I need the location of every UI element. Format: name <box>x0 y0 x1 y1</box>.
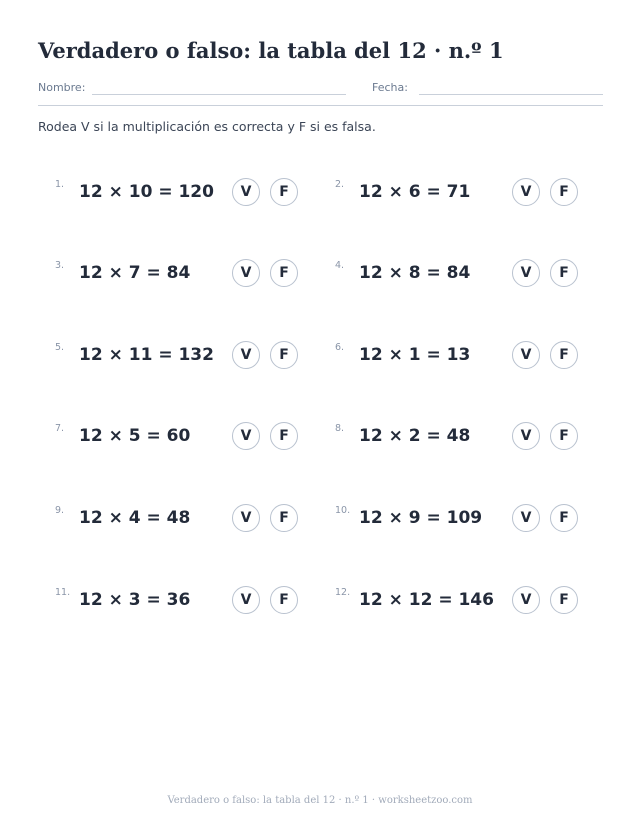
false-option[interactable]: F <box>270 422 298 450</box>
problem-expression: 12 × 2 = 48 <box>359 426 471 446</box>
problem-item <box>55 586 315 616</box>
problem-item <box>335 259 595 289</box>
problem-expression: 12 × 6 = 71 <box>359 182 471 202</box>
problem-expression: 12 × 3 = 36 <box>79 590 191 610</box>
true-option[interactable]: V <box>232 178 260 206</box>
worksheet-title: Verdadero o falso: la tabla del 12 · n.º 1 <box>38 38 504 63</box>
false-option[interactable]: F <box>550 504 578 532</box>
false-option[interactable]: F <box>270 504 298 532</box>
false-option[interactable]: F <box>270 259 298 287</box>
problem-expression: 12 × 8 = 84 <box>359 263 471 283</box>
problem-number: 3. <box>55 260 65 271</box>
true-option[interactable]: V <box>512 586 540 614</box>
problem-item <box>335 341 595 371</box>
problem-number: 5. <box>55 342 65 353</box>
true-option[interactable]: V <box>232 586 260 614</box>
false-option[interactable]: F <box>550 341 578 369</box>
true-option[interactable]: V <box>512 259 540 287</box>
problem-number: 2. <box>335 179 345 190</box>
problem-expression: 12 × 10 = 120 <box>79 182 214 202</box>
false-option[interactable]: F <box>270 178 298 206</box>
problem-item <box>335 586 595 616</box>
problem-item <box>335 178 595 208</box>
false-option[interactable]: F <box>550 259 578 287</box>
false-option[interactable]: F <box>550 178 578 206</box>
problem-number: 10. <box>335 505 351 516</box>
problem-number: 9. <box>55 505 65 516</box>
problem-item <box>55 422 315 452</box>
instructions: Rodea V si la multiplicación es correcta y F si es falsa. <box>38 119 376 134</box>
problem-item <box>55 504 315 534</box>
name-field[interactable] <box>92 94 346 95</box>
problem-expression: 12 × 1 = 13 <box>359 345 471 365</box>
problem-item <box>335 504 595 534</box>
problem-expression: 12 × 9 = 109 <box>359 508 483 528</box>
footer-credit: Verdadero o falso: la tabla del 12 · n.º 1 · worksheetzoo.com <box>167 795 473 806</box>
problem-number: 7. <box>55 423 65 434</box>
problem-item <box>55 341 315 371</box>
header-divider <box>38 105 603 106</box>
true-option[interactable]: V <box>232 422 260 450</box>
problem-item <box>55 259 315 289</box>
problem-expression: 12 × 5 = 60 <box>79 426 191 446</box>
false-option[interactable]: F <box>550 586 578 614</box>
true-option[interactable]: V <box>232 341 260 369</box>
true-option[interactable]: V <box>512 341 540 369</box>
true-option[interactable]: V <box>512 504 540 532</box>
problem-expression: 12 × 7 = 84 <box>79 263 191 283</box>
false-option[interactable]: F <box>550 422 578 450</box>
date-field[interactable] <box>419 94 603 95</box>
true-option[interactable]: V <box>232 259 260 287</box>
problem-expression: 12 × 12 = 146 <box>359 590 494 610</box>
problem-expression: 12 × 4 = 48 <box>79 508 191 528</box>
problem-number: 12. <box>335 587 351 598</box>
problem-number: 11. <box>55 587 71 598</box>
true-option[interactable]: V <box>232 504 260 532</box>
true-option[interactable]: V <box>512 422 540 450</box>
problem-expression: 12 × 11 = 132 <box>79 345 214 365</box>
problem-number: 4. <box>335 260 345 271</box>
false-option[interactable]: F <box>270 341 298 369</box>
problem-item <box>55 178 315 208</box>
student-info-row <box>38 81 603 97</box>
problem-number: 1. <box>55 179 65 190</box>
problem-number: 6. <box>335 342 345 353</box>
true-option[interactable]: V <box>512 178 540 206</box>
date-label: Fecha: <box>372 81 408 94</box>
name-label: Nombre: <box>38 81 86 94</box>
false-option[interactable]: F <box>270 586 298 614</box>
problem-item <box>335 422 595 452</box>
problem-number: 8. <box>335 423 345 434</box>
